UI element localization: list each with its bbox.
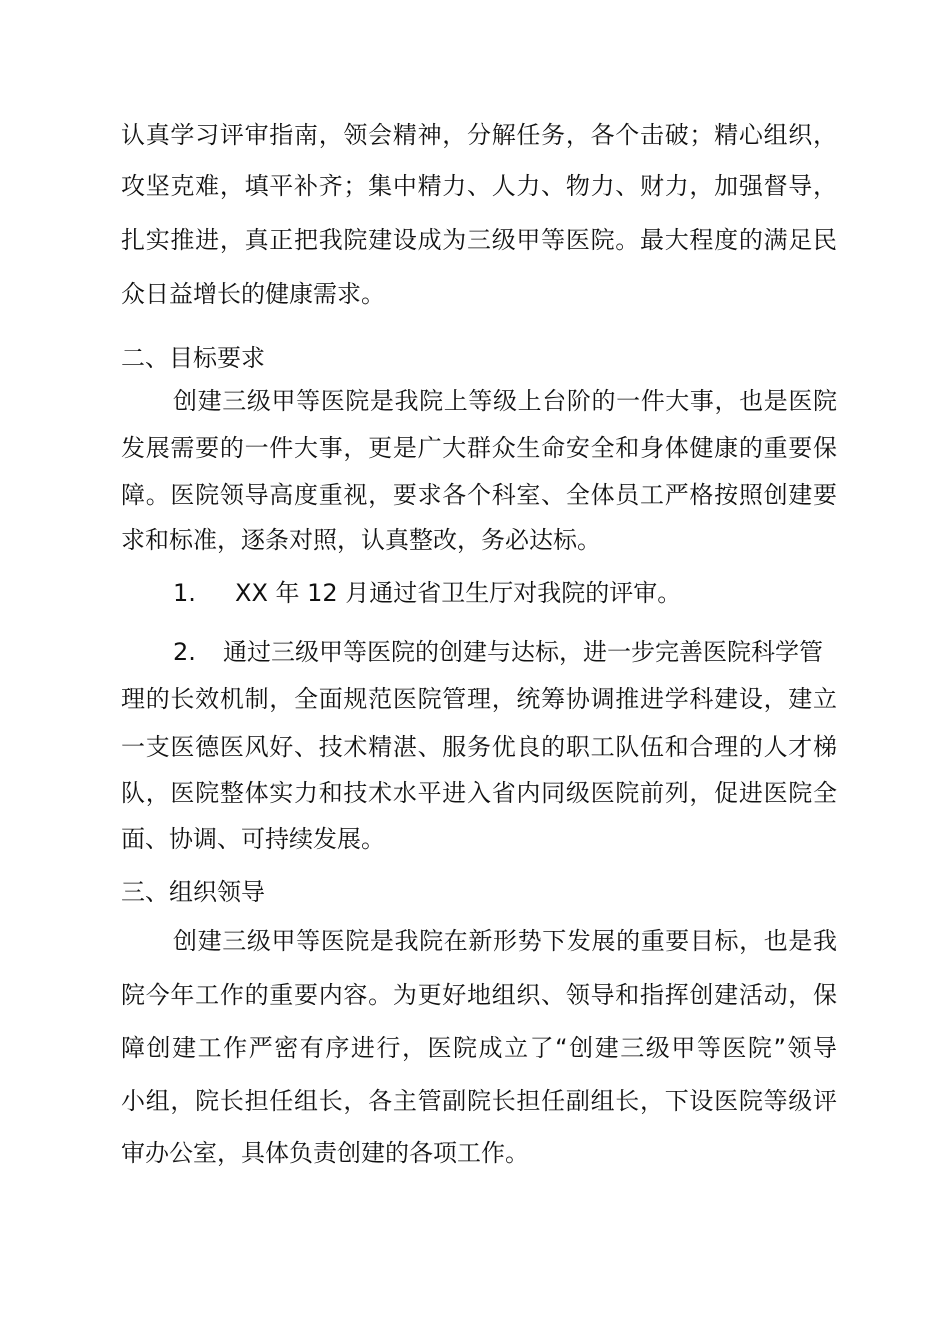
list-item-1-text: XX 年 12 月通过省卫生厅对我院的评审。: [235, 579, 682, 607]
list-item-2-line-4: 队，医院整体实力和技术水平进入省内同级医院前列，促进医院全: [121, 779, 837, 807]
intro-line-2: 攻坚克难，填平补齐；集中精力、人力、物力、财力，加强督导，: [121, 172, 837, 200]
list-item-2-number: 2.: [173, 638, 196, 666]
section3-para-line-3: 障创建工作严密有序进行，医院成立了“创建三级甲等医院”领导: [121, 1034, 837, 1062]
list-item-2-line-1: 通过三级甲等医院的创建与达标，进一步完善医院科学管: [223, 638, 823, 666]
section3-para-line-1: 创建三级甲等医院是我院在新形势下发展的重要目标，也是我: [173, 927, 837, 955]
section3-para-line-5: 审办公室，具体负责创建的各项工作。: [121, 1139, 529, 1167]
section3-heading: 三、组织领导: [121, 878, 265, 906]
section2-para-line-4: 求和标准，逐条对照，认真整改，务必达标。: [121, 526, 601, 554]
list-item-2-line-3: 一支医德医风好、技术精湛、服务优良的职工队伍和合理的人才梯: [121, 733, 837, 761]
list-item-1-number: 1.: [173, 579, 196, 607]
section3-para-line-2: 院今年工作的重要内容。为更好地组织、领导和指挥创建活动，保: [121, 981, 837, 1009]
list-item-2-line-2: 理的长效机制，全面规范医院管理，统筹协调推进学科建设，建立: [121, 685, 837, 713]
list-item-2: [173, 636, 837, 668]
section2-para-line-1: 创建三级甲等医院是我院上等级上台阶的一件大事，也是医院: [173, 387, 837, 415]
section2-para-line-2: 发展需要的一件大事，更是广大群众生命安全和身体健康的重要保: [121, 434, 837, 462]
section3-para-line-4: 小组，院长担任组长，各主管副院长担任副组长，下设医院等级评: [121, 1087, 837, 1115]
intro-line-1: 认真学习评审指南，领会精神，分解任务，各个击破；精心组织，: [121, 121, 837, 149]
list-item-2-line-5: 面、协调、可持续发展。: [121, 825, 385, 853]
list-item-1: [173, 577, 837, 609]
intro-line-4: 众日益增长的健康需求。: [121, 280, 385, 308]
section2-heading: 二、目标要求: [121, 344, 265, 372]
section2-para-line-3: 障。医院领导高度重视，要求各个科室、全体员工严格按照创建要: [121, 481, 837, 509]
intro-line-3: 扎实推进，真正把我院建设成为三级甲等医院。最大程度的满足民: [121, 226, 837, 254]
